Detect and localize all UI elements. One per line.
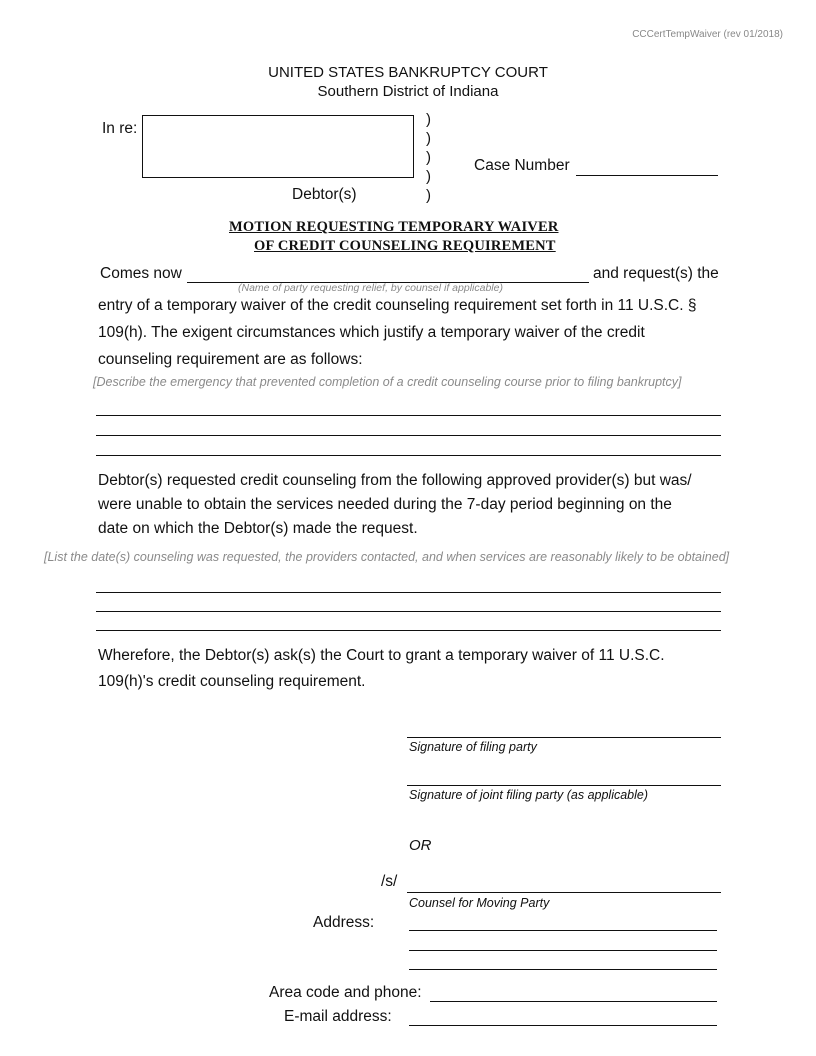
emergency-hint: [Describe the emergency that prevented completion of a credit counseling course prior to filing bankruptcy] (93, 375, 682, 389)
providers-description-field[interactable] (96, 592, 721, 634)
debtor-name-field[interactable] (142, 115, 414, 178)
phone-label: Area code and phone: (269, 984, 422, 1001)
caption-paren: ) (426, 168, 431, 185)
joint-party-signature-field[interactable] (407, 785, 721, 786)
address-label: Address: (313, 914, 375, 931)
or-label: OR (409, 837, 432, 854)
caption-paren: ) (426, 187, 431, 204)
providers-line: Debtor(s) requested credit counseling from the following approved provider(s) but was/ (98, 472, 692, 489)
debtor-label: Debtor(s) (292, 186, 357, 203)
caption-paren: ) (426, 149, 431, 166)
email-label: E-mail address: (284, 1008, 392, 1025)
moving-party-hint: (Name of party requesting relief, by counsel if applicable) (238, 282, 503, 294)
blank-line (96, 455, 721, 456)
filing-party-signature-label: Signature of filing party (409, 740, 537, 754)
blank-line (96, 435, 721, 436)
providers-hint: [List the date(s) counseling was requested, the providers contacted, and when services are reasonably likely to be obtained] (44, 550, 730, 564)
case-number-field[interactable] (576, 175, 718, 176)
in-re-label: In re: (102, 120, 138, 137)
blank-line (96, 630, 721, 631)
court-district: Southern District of Indiana (317, 83, 499, 100)
motion-title-line2: OF CREDIT COUNSELING REQUIREMENT (254, 238, 556, 254)
phone-field[interactable] (430, 1001, 717, 1002)
and-request-text: and request(s) the (593, 265, 719, 282)
slash-s-label: /s/ (381, 873, 398, 890)
counsel-label: Counsel for Moving Party (409, 896, 550, 910)
joint-party-signature-label: Signature of joint filing party (as applicable) (409, 788, 649, 802)
emergency-description-field[interactable] (96, 415, 721, 457)
wherefore-line: Wherefore, the Debtor(s) ask(s) the Court to grant a temporary waiver of 11 U.S.C. (98, 647, 665, 664)
form-revision: CCCertTempWaiver (rev 01/2018) (632, 29, 783, 40)
blank-line (96, 415, 721, 416)
intro-line: counseling requirement are as follows: (98, 351, 363, 368)
court-name: UNITED STATES BANKRUPTCY COURT (268, 64, 548, 81)
intro-line: 109(h). The exigent circumstances which justify a temporary waiver of the credit (98, 324, 645, 341)
wherefore-line: 109(h)'s credit counseling requirement. (98, 673, 366, 690)
comes-now-label: Comes now (100, 265, 182, 282)
address-field-line1[interactable] (409, 930, 717, 931)
blank-line (96, 592, 721, 593)
providers-line: were unable to obtain the services needed during the 7-day period beginning on the (98, 496, 672, 513)
caption-paren: ) (426, 130, 431, 147)
motion-title-line1: MOTION REQUESTING TEMPORARY WAIVER (229, 219, 559, 235)
case-number-label: Case Number (474, 157, 570, 174)
address-field-line3[interactable] (409, 969, 717, 970)
email-field[interactable] (409, 1025, 717, 1026)
caption-paren: ) (426, 111, 431, 128)
providers-line: date on which the Debtor(s) made the request. (98, 520, 418, 537)
filing-party-signature-field[interactable] (407, 737, 721, 738)
address-field-line2[interactable] (409, 950, 717, 951)
blank-line (96, 611, 721, 612)
counsel-signature-field[interactable] (407, 892, 721, 893)
intro-line: entry of a temporary waiver of the credit counseling requirement set forth in 11 U.S.C. § (98, 297, 697, 314)
